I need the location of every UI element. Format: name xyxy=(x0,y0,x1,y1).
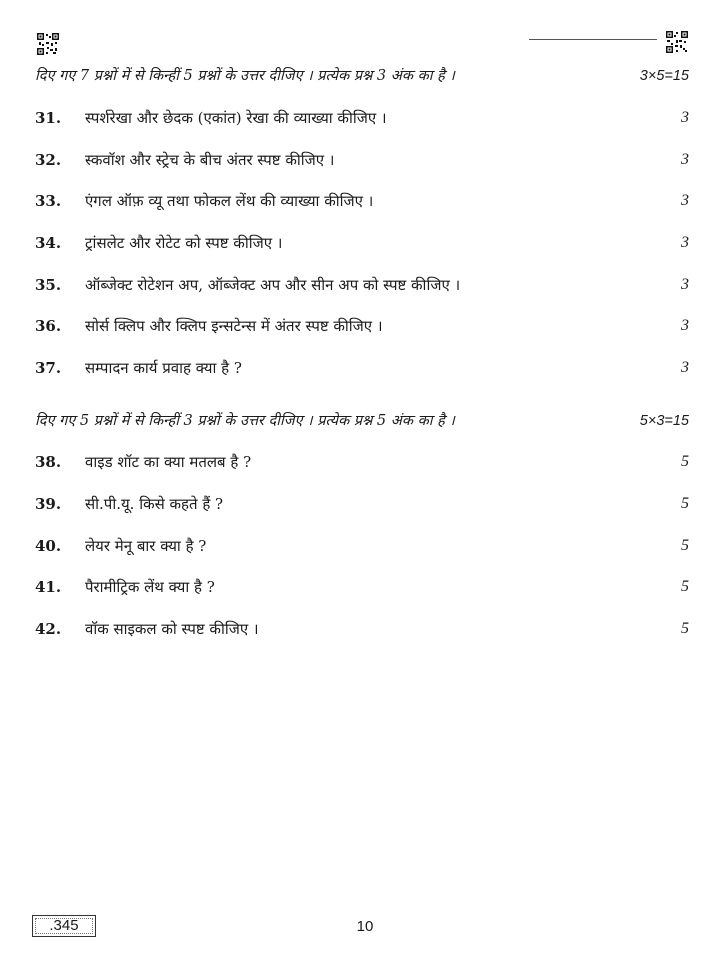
question-item xyxy=(35,618,689,640)
question-number: 34. xyxy=(35,234,62,252)
qr-code-icon xyxy=(37,33,59,55)
instruction-text: दिए गए 5 प्रश्नों में से किन्हीं 3 प्रश्नों के उत्तर दीजिए । प्रत्येक प्रश्न 5 अंक का है । xyxy=(35,413,455,429)
question-number: 42. xyxy=(35,620,62,638)
question-marks: 3 xyxy=(681,359,689,376)
question-text: ट्रांसलेट और रोटेट को स्पष्ट कीजिए । xyxy=(85,234,283,252)
question-text: स्पर्शरेखा और छेदक (एकांत) रेखा की व्याख्या कीजिए । xyxy=(85,109,387,127)
question-marks: 3 xyxy=(681,234,689,251)
question-item xyxy=(35,535,689,557)
question-text: स्कवॉश और स्ट्रेच के बीच अंतर स्पष्ट कीजिए । xyxy=(85,151,335,169)
question-text: वाइड शॉट का क्या मतलब है ? xyxy=(85,453,252,471)
question-item xyxy=(35,451,689,473)
question-item xyxy=(35,493,689,515)
question-marks: 3 xyxy=(681,317,689,334)
question-marks: 3 xyxy=(681,151,689,168)
question-text: लेयर मेनू बार क्या है ? xyxy=(85,537,207,555)
question-marks: 5 xyxy=(681,453,689,470)
question-marks: 5 xyxy=(681,537,689,554)
question-number: 32. xyxy=(35,151,62,169)
question-number: 39. xyxy=(35,495,62,513)
question-text: सम्पादन कार्य प्रवाह क्या है ? xyxy=(85,359,242,377)
instruction-text: दिए गए 7 प्रश्नों में से किन्हीं 5 प्रश्नों के उत्तर दीजिए । प्रत्येक प्रश्न 3 अंक का है । xyxy=(35,68,455,84)
question-item xyxy=(35,274,689,296)
paper-code: .345 xyxy=(32,915,96,937)
question-marks: 3 xyxy=(681,109,689,126)
page-number: 10 xyxy=(356,918,374,935)
qr-code-icon xyxy=(666,31,688,53)
question-number: 41. xyxy=(35,578,62,596)
question-text: वॉक साइकल को स्पष्ट कीजिए । xyxy=(85,620,259,638)
question-number: 40. xyxy=(35,537,62,555)
question-marks: 3 xyxy=(681,192,689,209)
question-item xyxy=(35,149,689,171)
question-number: 36. xyxy=(35,317,62,335)
question-item xyxy=(35,357,689,379)
question-marks: 5 xyxy=(681,578,689,595)
question-marks: 3 xyxy=(681,276,689,293)
question-text: सोर्स क्लिप और क्लिप इन्सटेन्स में अंतर स्पष्ट कीजिए । xyxy=(85,317,383,335)
question-text: एंगल ऑफ़ व्यू तथा फोकल लेंथ की व्याख्या कीजिए । xyxy=(85,192,374,210)
question-item xyxy=(35,190,689,212)
question-text: सी.पी.यू. किसे कहते हैं ? xyxy=(85,495,224,513)
question-number: 37. xyxy=(35,359,62,377)
question-item xyxy=(35,232,689,254)
question-number: 33. xyxy=(35,192,62,210)
question-text: ऑब्जेक्ट रोटेशन अप, ऑब्जेक्ट अप और सीन अप को स्पष्ट कीजिए । xyxy=(85,276,461,294)
question-marks: 5 xyxy=(681,620,689,637)
question-item xyxy=(35,315,689,337)
question-number: 38. xyxy=(35,453,62,471)
section-b-instruction xyxy=(35,411,689,431)
question-marks: 5 xyxy=(681,495,689,512)
section-marks-total: 5×3=15 xyxy=(639,413,689,429)
section-a-instruction xyxy=(35,66,689,86)
question-number: 31. xyxy=(35,109,62,127)
section-marks-total: 3×5=15 xyxy=(639,68,689,84)
question-item xyxy=(35,576,689,598)
header-rule xyxy=(529,39,657,40)
question-text: पैरामीट्रिक लेंथ क्या है ? xyxy=(85,578,215,596)
question-number: 35. xyxy=(35,276,62,294)
question-item xyxy=(35,107,689,129)
